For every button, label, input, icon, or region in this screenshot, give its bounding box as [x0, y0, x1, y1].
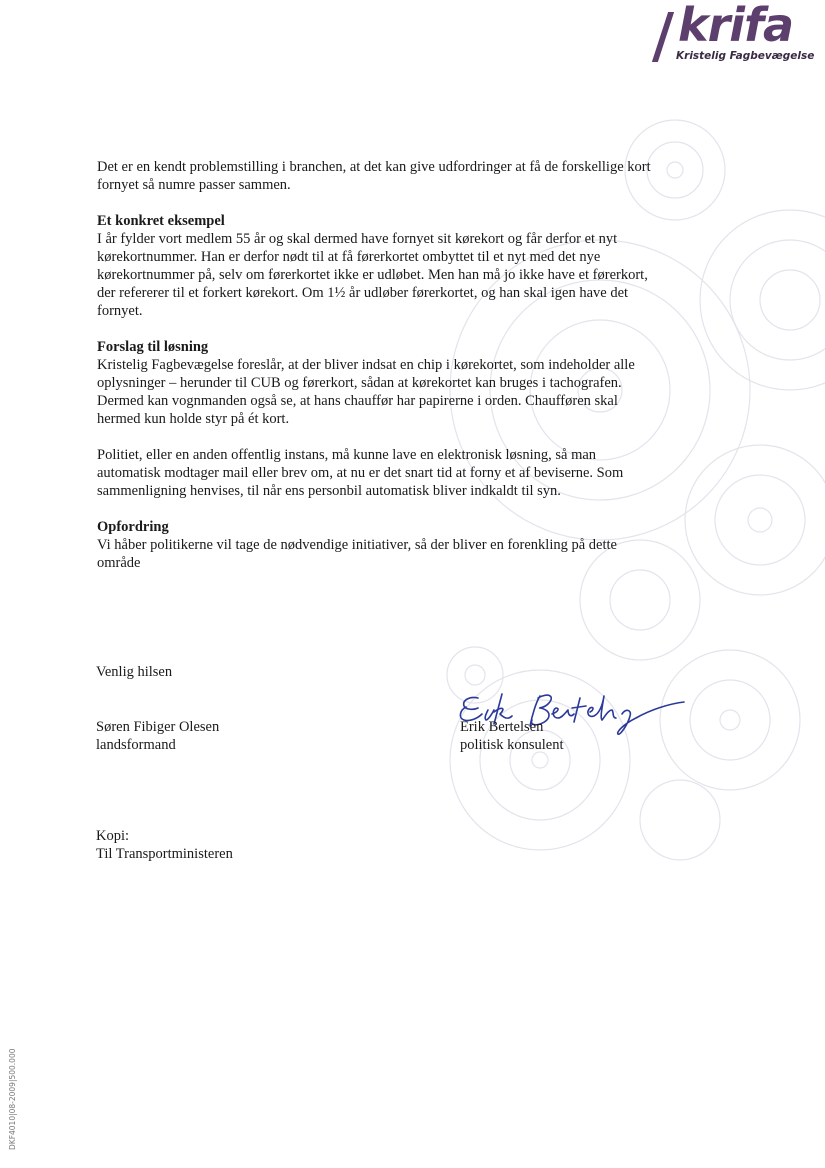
copy-block: [96, 827, 233, 863]
logo-bar: [652, 12, 674, 62]
logo-wordmark: krifa: [678, 0, 794, 52]
call-text: Vi håber politikerne vil tage de nødvendige initiativer, så der bliver en forenkling på dette område: [97, 537, 617, 571]
closing-greeting: Venlig hilsen: [96, 664, 173, 680]
proposal-text-2: Politiet, eller en anden offentlig instans, må kunne lave en elektronisk løsning, så man automatisk modtager mail eller brev om, at nu er det snart tid at forny et af beviserne. Som sammenligning henvises, til når ens personbil automatisk bliver indkaldt til syn.: [97, 447, 624, 499]
proposal-text: Kristelig Fagbevægelse foreslår, at der bliver indsat en chip i kørekortet, som indeholder alle oplysninger – herunder til CUB og førerkort, sådan at kørekortet kan bruges i tachografen. Dermed kan vognmanden også se, at hans chauffør har papirerne i orden. Chaufføren skal hermed kun holde styr på ét kort.: [97, 357, 635, 427]
logo-subtitle: Kristelig Fagbevægelse: [676, 50, 815, 62]
example-text: I år fylder vort medlem 55 år og skal dermed have fornyet sit kørekort og får derfor et nyt kørekortnummer. Han er derfor nødt til at få førerkortet ombyttet til et nyt med det nye kørekortnummer på, selv om førerkortet ikke er udløbet. Men han må jo ikke have et førerkort, der refererer til et forkert kørekort. Om 1½ år udløber førerkortet, og han skal igen have det fornyet.: [97, 231, 648, 319]
example-heading: Et konkret eksempel: [97, 213, 225, 229]
signer-left-name: Søren Fibiger Olesen: [96, 719, 220, 735]
call-section: [97, 518, 657, 572]
signer-left-title: landsformand: [96, 737, 176, 753]
intro-paragraph: Det er en kendt problemstilling i branchen, at det kan give udfordringer at få de forskellige kort fornyet så numre passer sammen.: [97, 159, 651, 193]
signer-left: [96, 718, 219, 754]
example-section: [97, 212, 657, 320]
krifa-logo: [640, 0, 820, 68]
call-heading: Opfordring: [97, 519, 169, 535]
signer-right: [460, 718, 564, 754]
footer-print-code: DKF4010|08-2009|500.000: [8, 1048, 17, 1150]
proposal-section: [97, 338, 657, 428]
copy-label: Kopi:: [96, 828, 130, 844]
proposal-heading: Forslag til løsning: [97, 339, 209, 355]
letter-body: [97, 158, 657, 590]
signer-right-name: Erik Bertelsen: [460, 719, 544, 735]
signer-right-title: politisk konsulent: [460, 737, 564, 753]
copy-recipient: Til Transportministeren: [96, 846, 233, 862]
